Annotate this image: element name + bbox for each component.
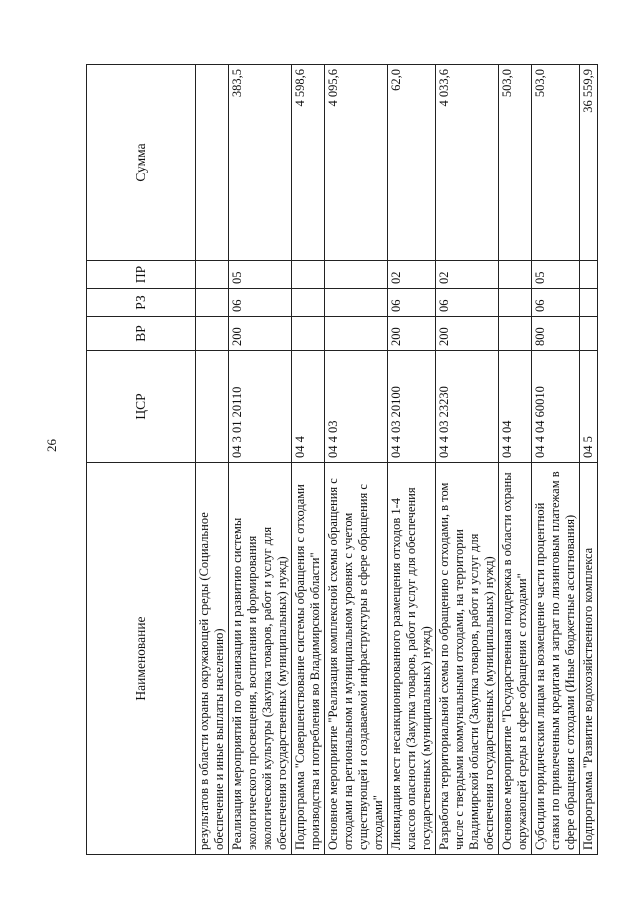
row-sum: 383,5 [229,65,292,261]
row-csr: 04 5 [580,351,598,463]
table-row [229,65,292,855]
table-row [388,65,436,855]
row-sum: 4 033,6 [436,65,499,261]
row-name: Разработка территориальной схемы по обращению с отходами, в том числе с твердыми коммунальными отходами, на территории Владимирской области (Закупка товаров, работ и услуг для обеспечения государственных (муниципальных) нужд) [436,463,499,855]
row-pr: 02 [388,261,436,289]
row-name: Подпрограмма "Развитие водохозяйственного комплекса [580,463,598,855]
header-pr: ПР [87,261,196,289]
row-pr [499,261,532,289]
row-rz [325,289,388,317]
header-name: Наименование [87,463,196,855]
row-vr [580,317,598,351]
row-csr: 04 4 04 [499,351,532,463]
row-vr: 800 [532,317,580,351]
row-csr: 04 4 03 [325,351,388,463]
row-vr: 200 [229,317,292,351]
row-csr: 04 4 04 60010 [532,351,580,463]
row-rz [196,289,229,317]
row-rz [292,289,325,317]
row-name: Подпрограмма "Совершенствование системы обращения с отходами производства и потребления во Владимирской области" [292,463,325,855]
row-name: Основное мероприятие "Государственная поддержка в области охраны окружающей среды в сфере обращения с отходами" [499,463,532,855]
row-pr [325,261,388,289]
row-rz: 06 [532,289,580,317]
page-number: 26 [44,439,59,452]
row-name: Реализация мероприятий по организации и развитию системы экологического просвещения, воспитания и формирования экологической культуры (Закупка товаров, работ и услуг для обеспечения государственных (муниципальных) нужд) [229,463,292,855]
table-row [325,65,388,855]
rotated-page-content [86,65,614,855]
header-rz: РЗ [87,289,196,317]
row-csr [196,351,229,463]
row-pr [292,261,325,289]
row-sum: 503,0 [499,65,532,261]
row-csr: 04 4 [292,351,325,463]
header-csr: ЦСР [87,351,196,463]
table-row [532,65,580,855]
row-csr: 04 4 03 23230 [436,351,499,463]
row-vr [499,317,532,351]
row-sum: 4 095,6 [325,65,388,261]
row-name: Основное мероприятие "Реализация комплексной схемы обращения с отходами на региональном и муниципальном уровнях с учетом существующей и создаваемой инфраструктуры в сфере обращения с отходами" [325,463,388,855]
row-sum: 4 598,6 [292,65,325,261]
row-pr: 05 [532,261,580,289]
row-vr [325,317,388,351]
row-vr [292,317,325,351]
row-pr: 05 [229,261,292,289]
row-rz: 06 [436,289,499,317]
table-row [499,65,532,855]
row-pr [580,261,598,289]
row-pr [196,261,229,289]
row-vr: 200 [388,317,436,351]
table-row [196,65,229,855]
header-vr: ВР [87,317,196,351]
budget-table [86,64,598,855]
table-row [436,65,499,855]
header-sum: Сумма [87,65,196,261]
row-sum [196,65,229,261]
row-sum: 62,0 [388,65,436,261]
table-row [580,65,598,855]
row-csr: 04 4 03 20100 [388,351,436,463]
row-name: Ликвидация мест несанкционированного размещения отходов 1-4 классов опасности (Закупка товаров, работ и услуг для обеспечения государственных (муниципальных) нужд) [388,463,436,855]
table-header-row [87,65,196,855]
row-pr: 02 [436,261,499,289]
row-sum: 503,0 [532,65,580,261]
row-name: результатов в области охраны окружающей среды (Социальное обеспечение и иные выплаты населению) [196,463,229,855]
row-rz: 06 [388,289,436,317]
row-rz [580,289,598,317]
row-vr: 200 [436,317,499,351]
row-csr: 04 3 01 20110 [229,351,292,463]
row-sum: 36 559,9 [580,65,598,261]
table-row [292,65,325,855]
row-rz [499,289,532,317]
row-vr [196,317,229,351]
row-rz: 06 [229,289,292,317]
row-name: Субсидии юридическим лицам на возмещение части процентной ставки по привлеченным кредитам и затрат по лизинговым платежам в сфере обращения с отходами (Иные бюджетные ассигнования) [532,463,580,855]
